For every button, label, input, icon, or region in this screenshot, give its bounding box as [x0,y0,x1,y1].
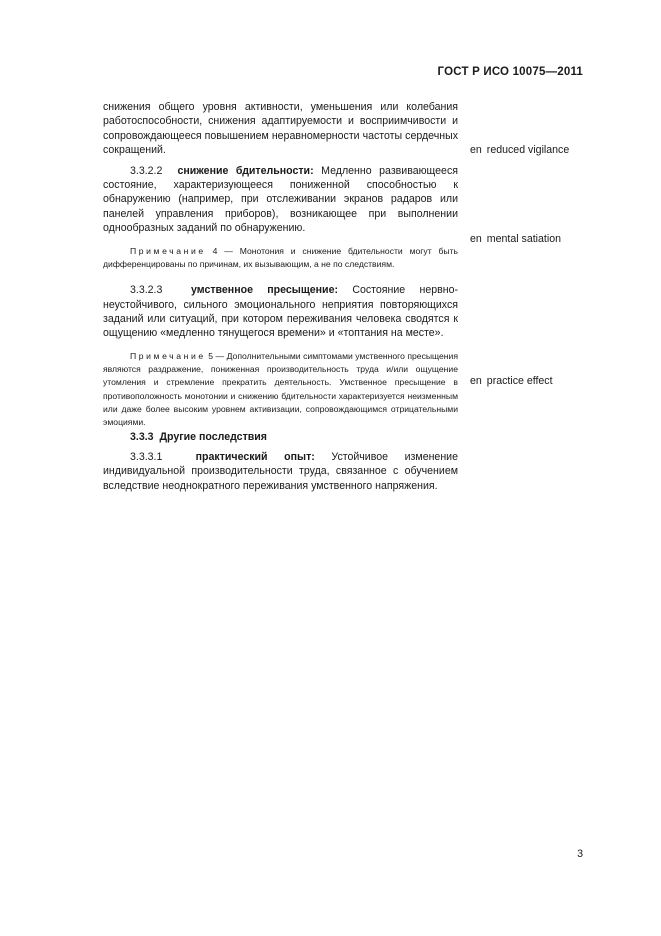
entry-practice-effect [103,450,458,493]
main-content [103,100,458,493]
note-4 [103,245,458,272]
entry-definition: Медленно развивающееся состояние, характеризующееся пониженной способностью к обнаружению (например, при отслеживании экранов радаров или панелей управления приборов), возникающее при выполнении однообразных заданий по обнаружению. [103,164,458,235]
entry-number: 3.3.2.3 [130,284,163,297]
en-term: reduced vigilance [486,144,570,156]
page-number: 3 [577,848,583,860]
subsection-title: Другие последствия [159,430,267,443]
lang-code: en [470,375,482,387]
entry-term: практический опыт: [195,451,315,464]
note-text: 4 — Монотония и снижение бдительности могут быть дифференцированы по причинам, их вызывающим, а не по следствиям. [103,245,459,269]
entry-mental-satiation [103,283,458,341]
entry-reduced-vigilance [103,164,458,236]
en-equivalent-practice-effect [470,374,553,388]
entry-number: 3.3.3.1 [130,451,163,464]
entry-term: умственное пресыщение: [191,284,338,297]
note-text: 5 — Дополнительными симптомами умственного пресыщения являются раздражение, пониженная производительность труда и/или ощущение утомления и стремление прекратить деятельность. Умственное пресыщение в противоположность монотонии и снижению бдительности характеризуется неизменным или даже более высоким уровнем активизации, сопровождающимся отрицательными эмоциями. [103,350,459,428]
entry-number: 3.3.2.2 [130,164,163,177]
intro-paragraph: снижения общего уровня активности, уменьшения или колебания работоспособности, снижения адаптируемости и восприимчивости и сопровождающееся повышением неравномерности частоты сердечных сокращений. [103,101,458,157]
subsection-heading [103,430,458,444]
lang-code: en [470,233,482,245]
note-label: Примечание [130,350,206,361]
lang-code: en [470,144,482,156]
entry-term: снижение бдительности: [177,164,314,177]
en-equivalent-mental-satiation [470,232,561,246]
en-equivalent-reduced-vigilance [470,143,569,157]
note-5 [103,350,458,430]
en-term: practice effect [486,375,553,387]
entry-definition: Устойчивое изменение индивидуальной производительности труда, связанное с обучением вследствие неоднократного переживания умственного напряжения. [103,451,458,492]
note-label: Примечание [130,245,206,256]
entry-definition: Состояние нервно-неустойчивого, сильного эмоционального неприятия повторяющихся заданий или ситуаций, при котором переживания человека сводятся к ощущению «медленно тянущегося времени» и «топтания на месте». [103,284,459,340]
subsection-number: 3.3.3 [130,430,154,443]
en-term: mental satiation [486,233,561,245]
document-header: ГОСТ Р ИСО 10075—2011 [437,66,583,78]
